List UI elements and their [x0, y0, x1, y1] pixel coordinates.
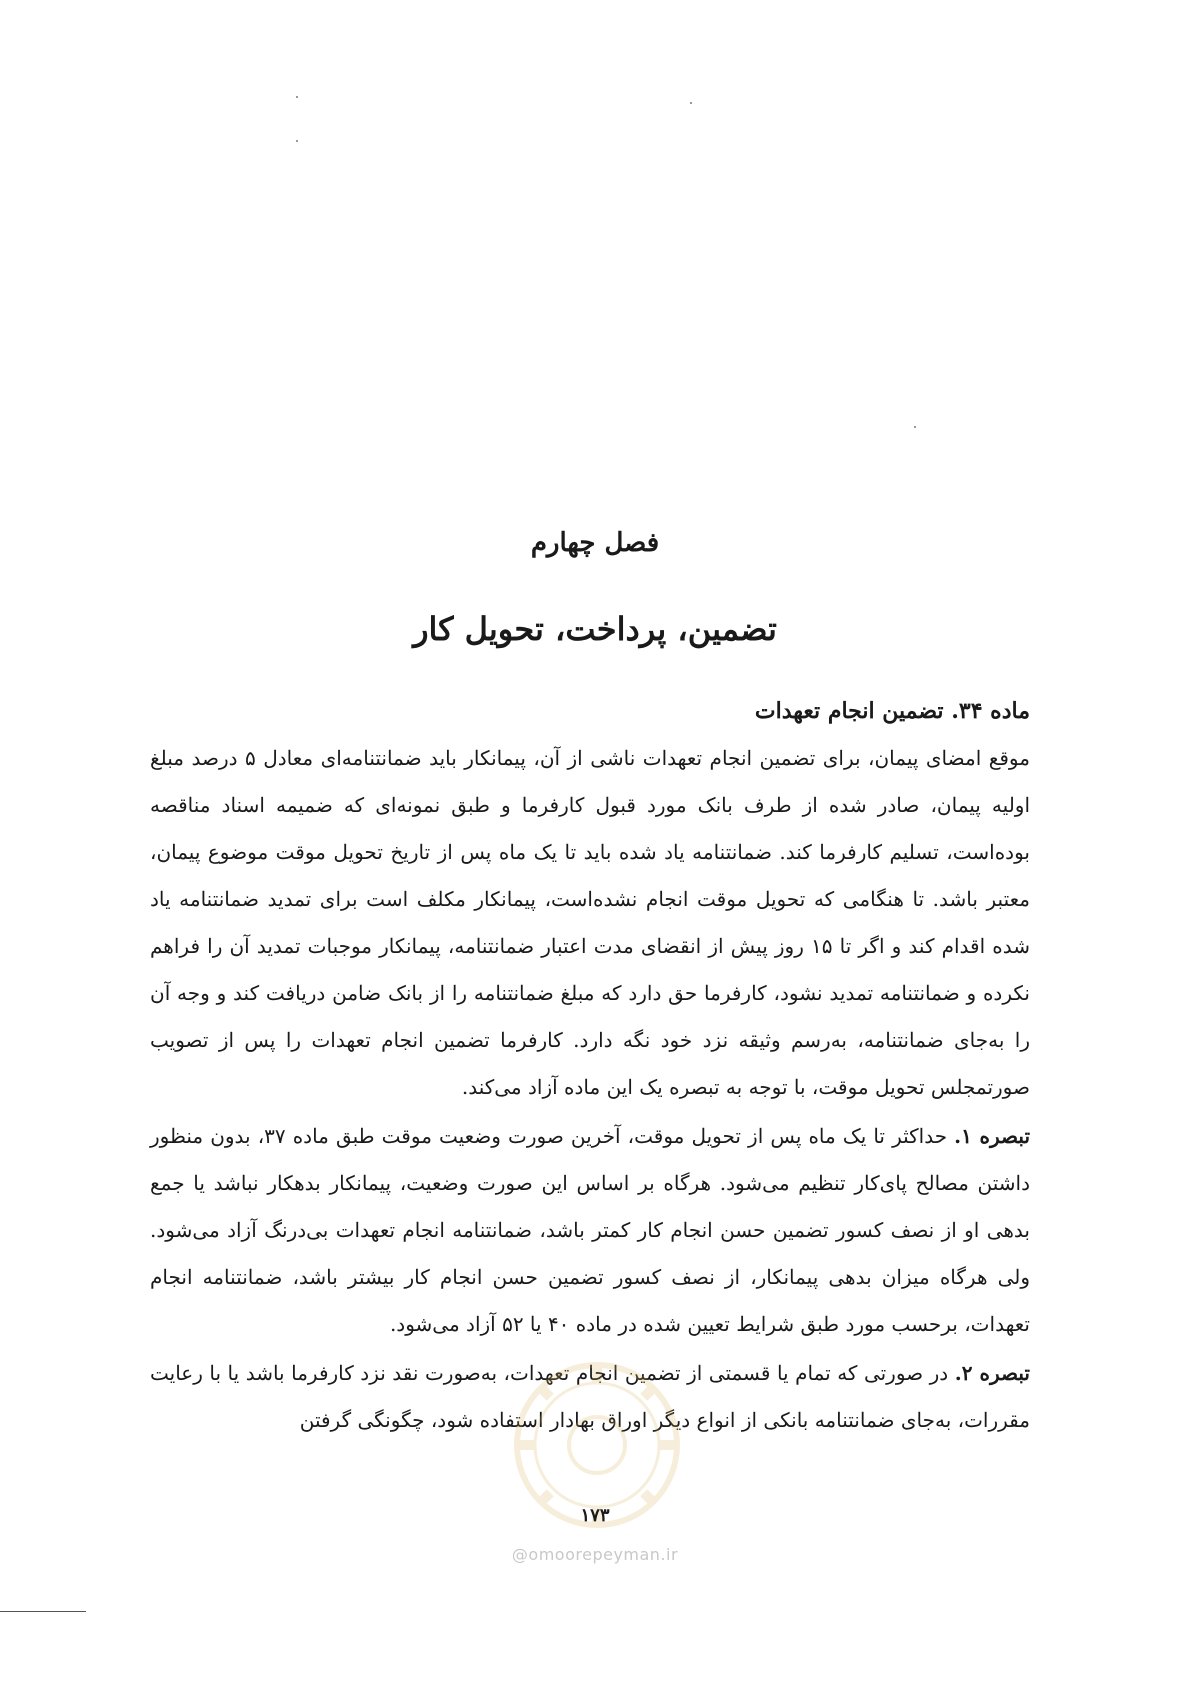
scan-speck [296, 96, 298, 98]
watermark-url: @omoorepeyman.ir [511, 1545, 679, 1564]
note-1-label: تبصره ۱. [954, 1124, 1031, 1148]
scan-speck [914, 426, 916, 428]
note-1 [150, 1113, 1030, 1348]
note-2-text: در صورتی که تمام یا قسمتی از تضمین انجام تعهدات، به‌صورت نقد نزد کارفرما باشد یا با رعایت مقررات، به‌جای ضمانتنامه بانکی از انواع دیگر اوراق بهادار استفاده شود، چگونگی گرفتن [150, 1361, 1030, 1432]
article-paragraph: موقع امضای پیمان، برای تضمین انجام تعهدات ناشی از آن، پیمانکار باید ضمانتنامه‌ای معادل ۵ درصد مبلغ اولیه پیمان، صادر شده از طرف بانک مورد قبول کارفرما و طبق نمونه‌ای که ضمیمه اسناد مناقصه بوده‌است، تسلیم کارفرما کند. ضمانتنامه یاد شده باید تا یک ماه پس از تاریخ تحویل موقت موضوع پیمان، معتبر باشد. تا هنگامی که تحویل موقت انجام نشده‌است، پیمانکار مکلف است برای تمدید ضمانتنامه یاد شده اقدام کند و اگر تا ۱۵ روز پیش از انقضای مدت اعتبار ضمانتنامه، پیمانکار موجبات تمدید آن را فراهم نکرده و ضمانتنامه تمدید نشود، کارفرما حق دارد که مبلغ ضمانتنامه را از بانک ضامن دریافت کند و وجه آن را به‌جای ضمانتنامه، به‌رسم وثیقه نزد خود نگه دارد. کارفرما تضمین انجام تعهدات را پس از تصویب صورتمجلس تحویل موقت، با توجه به تبصره یک این ماده آزاد می‌کند. [150, 746, 1031, 1099]
note-2-label: تبصره ۲. [954, 1361, 1030, 1385]
scan-speck [690, 102, 692, 104]
scan-speck [296, 140, 298, 142]
body-text [150, 688, 1030, 1444]
chapter-heading: فصل چهارم [530, 528, 660, 558]
footnote-divider [0, 1611, 86, 1612]
article-heading: ماده ۳۴. تضمین انجام تعهدات [754, 698, 1030, 724]
chapter-title: تضمین، پرداخت، تحویل کار [413, 610, 777, 648]
page-number: ۱۷۳ [580, 1505, 610, 1526]
note-1-text: حداکثر تا یک ماه پس از تحویل موقت، آخرین صورت وضعیت موقت طبق ماده ۳۷، بدون منظور داشتن مصالح پای‌کار تنظیم می‌شود. هرگاه بر اساس این صورت وضعیت، پیمانکار بدهکار نباشد یا جمع بدهی او از نصف کسور تضمین حسن انجام کار کمتر باشد، ضمانتنامه انجام تعهدات بی‌درنگ آزاد می‌شود. ولی هرگاه میزان بدهی پیمانکار، از نصف کسور تضمین حسن انجام کار بیشتر باشد، ضمانتنامه انجام تعهدات، برحسب مورد طبق شرایط تعیین شده در ماده ۴۰ یا ۵۲ آزاد می‌شود. [150, 1124, 1030, 1336]
